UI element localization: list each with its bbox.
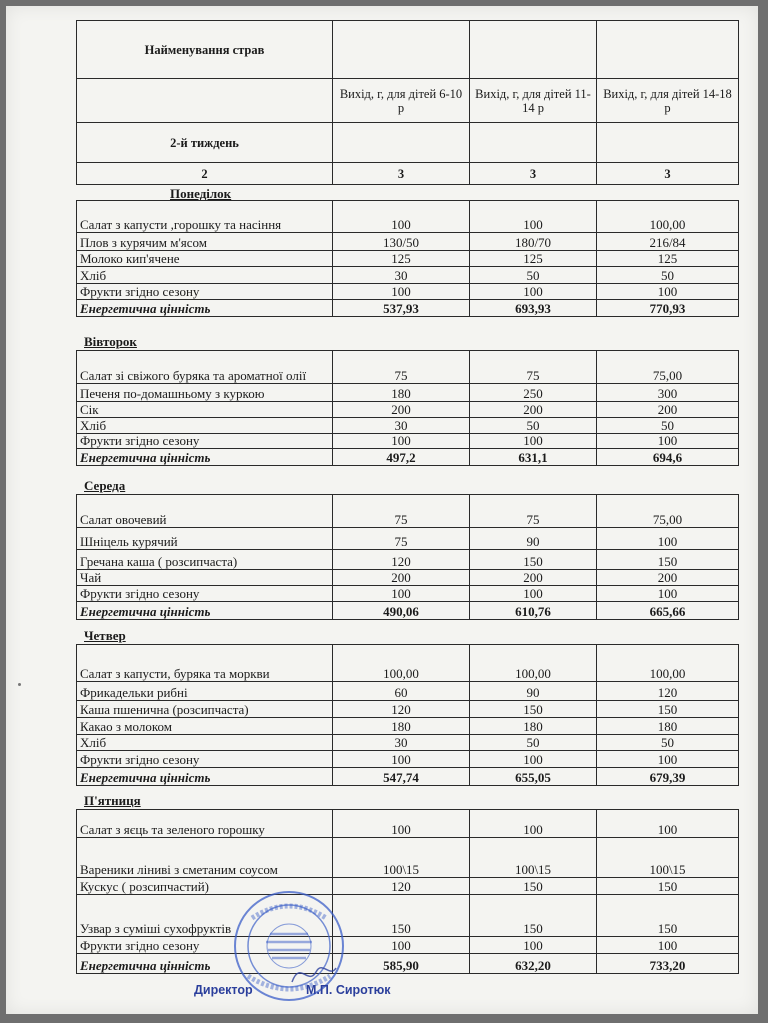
dish-name: Фрукти згідно сезону <box>77 284 333 300</box>
dish-row <box>77 528 739 550</box>
portion-11-14: 90 <box>470 528 597 550</box>
dish-row <box>77 233 739 251</box>
day-menu-table <box>76 350 739 466</box>
portion-11-14: 150 <box>470 550 597 570</box>
portion-14-18: 120 <box>597 682 739 701</box>
energy-row <box>77 602 739 620</box>
dish-row <box>77 701 739 718</box>
portion-11-14: 100 <box>470 751 597 768</box>
dish-name: Молоко кип'ячене <box>77 251 333 267</box>
energy-11-14: 655,05 <box>470 768 597 786</box>
day-title: Вівторок <box>84 334 137 349</box>
column-number-1: 2 <box>77 163 333 185</box>
portion-6-10: 200 <box>333 570 470 586</box>
portion-11-14: 150 <box>470 895 597 937</box>
portion-11-14: 100,00 <box>470 645 597 682</box>
energy-14-18: 733,20 <box>597 954 739 974</box>
dish-row <box>77 495 739 528</box>
portion-14-18: 200 <box>597 402 739 418</box>
portion-6-10: 100\15 <box>333 838 470 878</box>
dish-name: Хліб <box>77 735 333 751</box>
day-title: П'ятниця <box>84 793 141 808</box>
day-title: Четвер <box>84 628 126 643</box>
energy-6-10: 497,2 <box>333 449 470 466</box>
energy-label: Енергетична цінність <box>77 602 333 620</box>
portion-6-10: 30 <box>333 418 470 434</box>
dish-name: Салат овочевий <box>77 495 333 528</box>
portion-11-14: 200 <box>470 402 597 418</box>
dish-name: Какао з молоком <box>77 718 333 735</box>
energy-row <box>77 954 739 974</box>
dish-row <box>77 351 739 384</box>
energy-14-18: 694,6 <box>597 449 739 466</box>
portion-11-14: 50 <box>470 418 597 434</box>
dish-row <box>77 682 739 701</box>
dish-row <box>77 878 739 895</box>
dish-row <box>77 550 739 570</box>
energy-14-18: 770,93 <box>597 300 739 317</box>
week-label: 2-й тиждень <box>77 123 333 163</box>
portion-6-10: 180 <box>333 718 470 735</box>
portion-14-18: 216/84 <box>597 233 739 251</box>
portion-14-18: 180 <box>597 718 739 735</box>
dish-name: Вареники ліниві з сметаним соусом <box>77 838 333 878</box>
dish-name: Хліб <box>77 267 333 284</box>
dish-row <box>77 201 739 233</box>
portion-6-10: 30 <box>333 267 470 284</box>
energy-11-14: 632,20 <box>470 954 597 974</box>
dish-name: Фрукти згідно сезону <box>77 434 333 449</box>
energy-label: Енергетична цінність <box>77 449 333 466</box>
dish-name: Фрукти згідно сезону <box>77 586 333 602</box>
column-number-4: 3 <box>597 163 739 185</box>
director-name: М.П. Сиротюк <box>306 983 391 997</box>
dish-name: Плов з курячим м'ясом <box>77 233 333 251</box>
portion-6-10: 100 <box>333 810 470 838</box>
portion-14-18: 50 <box>597 418 739 434</box>
portion-14-18: 150 <box>597 701 739 718</box>
dish-name: Кускус ( розсипчастий) <box>77 878 333 895</box>
dish-name: Чай <box>77 570 333 586</box>
dish-row <box>77 251 739 267</box>
dish-row <box>77 284 739 300</box>
dish-row <box>77 937 739 954</box>
dish-name: Сік <box>77 402 333 418</box>
day-menu-table <box>76 200 739 317</box>
portion-6-10: 75 <box>333 351 470 384</box>
portion-14-18: 100 <box>597 434 739 449</box>
dish-name: Салат з капусти ,горошку та насіння <box>77 201 333 233</box>
portion-6-10: 100 <box>333 751 470 768</box>
portion-14-18: 300 <box>597 384 739 402</box>
energy-label: Енергетична цінність <box>77 300 333 317</box>
portion-11-14: 100 <box>470 434 597 449</box>
dish-name: Салат зі свіжого буряка та ароматної олії <box>77 351 333 384</box>
portion-6-10: 200 <box>333 402 470 418</box>
portion-6-10: 120 <box>333 878 470 895</box>
portion-6-10: 30 <box>333 735 470 751</box>
portion-14-18: 100 <box>597 284 739 300</box>
energy-6-10: 585,90 <box>333 954 470 974</box>
dish-row <box>77 810 739 838</box>
portion-11-14: 90 <box>470 682 597 701</box>
portion-14-18: 150 <box>597 895 739 937</box>
portion-14-18: 100 <box>597 528 739 550</box>
portion-6-10: 60 <box>333 682 470 701</box>
portion-14-18: 75,00 <box>597 495 739 528</box>
dish-name: Фрукти згідно сезону <box>77 751 333 768</box>
day-menu-table <box>76 494 739 620</box>
menu-header-table <box>76 20 739 185</box>
portion-6-10: 100 <box>333 201 470 233</box>
portion-6-10: 100 <box>333 586 470 602</box>
portion-14-18: 150 <box>597 878 739 895</box>
energy-row <box>77 449 739 466</box>
dish-row <box>77 402 739 418</box>
portion-11-14: 100 <box>470 810 597 838</box>
dish-row <box>77 384 739 402</box>
dish-row <box>77 645 739 682</box>
energy-row <box>77 300 739 317</box>
dish-name: Салат з яєць та зеленого горошку <box>77 810 333 838</box>
col-header-14-18: Вихід, г, для дітей 14-18 р <box>597 79 739 123</box>
dish-name: Фрукти згідно сезону <box>77 937 333 954</box>
portion-14-18: 100 <box>597 937 739 954</box>
portion-11-14: 100 <box>470 201 597 233</box>
dish-row <box>77 586 739 602</box>
portion-14-18: 100 <box>597 586 739 602</box>
energy-label: Енергетична цінність <box>77 954 333 974</box>
portion-11-14: 200 <box>470 570 597 586</box>
day-menu-table <box>76 809 739 974</box>
portion-14-18: 100 <box>597 751 739 768</box>
dish-name: Печеня по-домашньому з куркою <box>77 384 333 402</box>
portion-11-14: 250 <box>470 384 597 402</box>
portion-14-18: 100\15 <box>597 838 739 878</box>
day-menu-table <box>76 644 739 786</box>
portion-11-14: 50 <box>470 267 597 284</box>
portion-11-14: 100 <box>470 586 597 602</box>
column-number-3: 3 <box>470 163 597 185</box>
portion-14-18: 75,00 <box>597 351 739 384</box>
day-title: Середа <box>84 478 126 493</box>
portion-11-14: 100\15 <box>470 838 597 878</box>
portion-6-10: 75 <box>333 528 470 550</box>
portion-6-10: 100 <box>333 434 470 449</box>
portion-11-14: 125 <box>470 251 597 267</box>
portion-11-14: 180/70 <box>470 233 597 251</box>
dish-name: Гречана каша ( розсипчаста) <box>77 550 333 570</box>
portion-14-18: 200 <box>597 570 739 586</box>
portion-11-14: 75 <box>470 351 597 384</box>
energy-14-18: 665,66 <box>597 602 739 620</box>
portion-6-10: 150 <box>333 895 470 937</box>
energy-6-10: 547,74 <box>333 768 470 786</box>
dish-row <box>77 418 739 434</box>
energy-11-14: 610,76 <box>470 602 597 620</box>
portion-11-14: 100 <box>470 937 597 954</box>
director-label: Директор <box>194 983 253 997</box>
col-header-11-14: Вихід, г, для дітей 11-14 р <box>470 79 597 123</box>
portion-14-18: 100 <box>597 810 739 838</box>
energy-6-10: 537,93 <box>333 300 470 317</box>
portion-14-18: 150 <box>597 550 739 570</box>
portion-11-14: 75 <box>470 495 597 528</box>
energy-14-18: 679,39 <box>597 768 739 786</box>
portion-14-18: 100,00 <box>597 201 739 233</box>
dish-name: Шніцель курячий <box>77 528 333 550</box>
dish-row <box>77 718 739 735</box>
portion-11-14: 180 <box>470 718 597 735</box>
portion-6-10: 125 <box>333 251 470 267</box>
energy-label: Енергетична цінність <box>77 768 333 786</box>
dish-row <box>77 895 739 937</box>
dish-row <box>77 570 739 586</box>
energy-11-14: 631,1 <box>470 449 597 466</box>
dish-row <box>77 751 739 768</box>
portion-6-10: 75 <box>333 495 470 528</box>
portion-11-14: 50 <box>470 735 597 751</box>
column-number-2: 3 <box>333 163 470 185</box>
portion-14-18: 100,00 <box>597 645 739 682</box>
portion-14-18: 125 <box>597 251 739 267</box>
scan-speck <box>18 683 21 686</box>
energy-row <box>77 768 739 786</box>
portion-6-10: 130/50 <box>333 233 470 251</box>
col-header-6-10: Вихід, г, для дітей 6-10 р <box>333 79 470 123</box>
portion-14-18: 50 <box>597 267 739 284</box>
energy-6-10: 490,06 <box>333 602 470 620</box>
dish-row <box>77 267 739 284</box>
portion-6-10: 100 <box>333 284 470 300</box>
day-title: Понеділок <box>170 186 232 201</box>
dish-name: Хліб <box>77 418 333 434</box>
dish-row <box>77 735 739 751</box>
dish-row <box>77 434 739 449</box>
portion-6-10: 100,00 <box>333 645 470 682</box>
dish-name-header: Найменування страв <box>77 21 333 79</box>
portion-6-10: 120 <box>333 550 470 570</box>
portion-6-10: 120 <box>333 701 470 718</box>
dish-name: Узвар з суміші сухофруктів <box>77 895 333 937</box>
energy-11-14: 693,93 <box>470 300 597 317</box>
portion-11-14: 150 <box>470 701 597 718</box>
dish-name: Салат з капусти, буряка та моркви <box>77 645 333 682</box>
portion-11-14: 100 <box>470 284 597 300</box>
dish-name: Каша пшенична (розсипчаста) <box>77 701 333 718</box>
dish-row <box>77 838 739 878</box>
portion-11-14: 150 <box>470 878 597 895</box>
portion-6-10: 100 <box>333 937 470 954</box>
dish-name: Фрикадельки рибні <box>77 682 333 701</box>
portion-6-10: 180 <box>333 384 470 402</box>
portion-14-18: 50 <box>597 735 739 751</box>
